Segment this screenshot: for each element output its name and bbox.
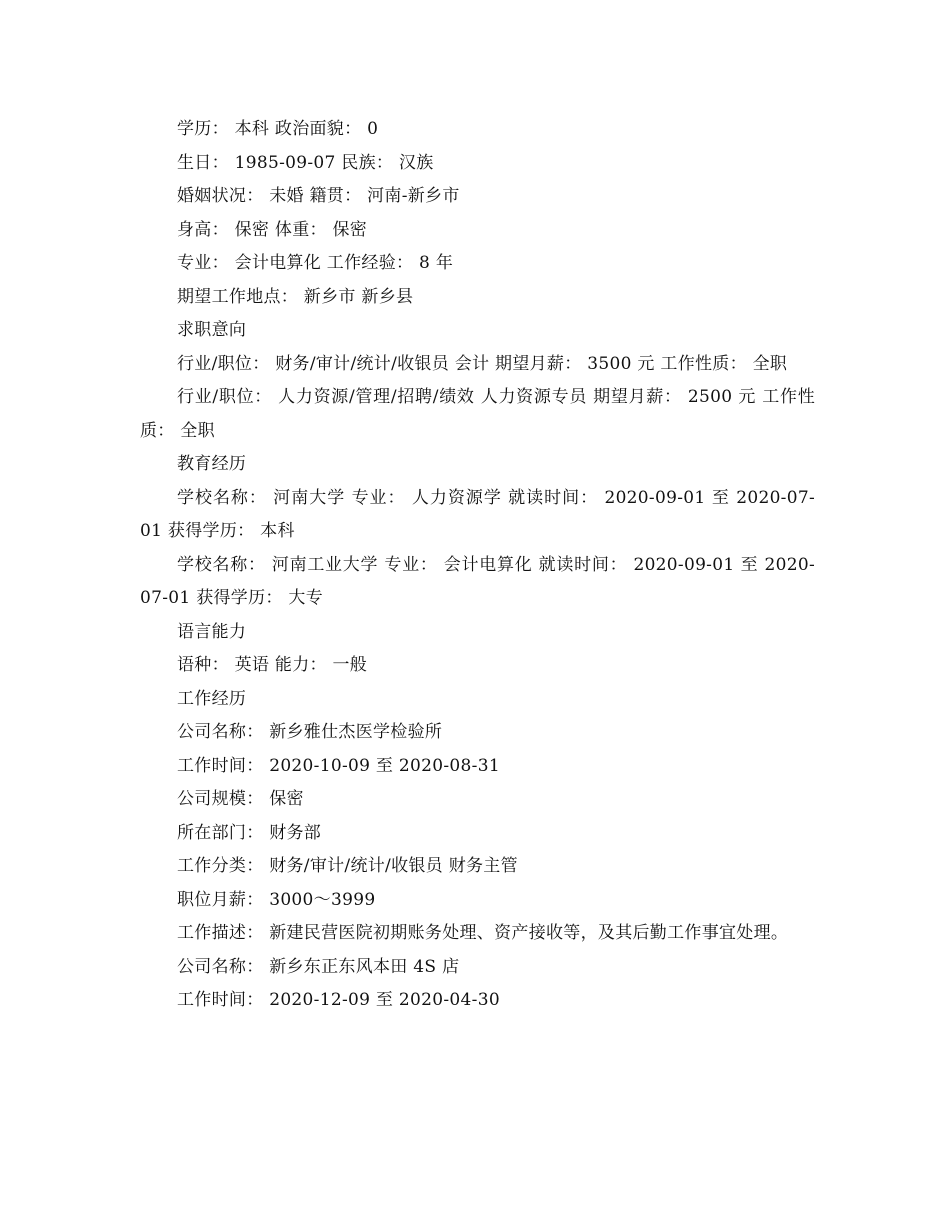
education-entry-1: 学校名称： 河南大学 专业： 人力资源学 就读时间： 2020-09-01 至 2020-07-01 获得学历： 本科 bbox=[140, 487, 815, 541]
company-name-line: 公司名称： 新乡雅仕杰医学检验所 bbox=[177, 722, 443, 742]
department-line: 所在部门： 财务部 bbox=[177, 822, 322, 843]
job-intent-line-2: 行业/职位： 人力资源/管理/招聘/绩效 人力资源专员 期望月薪： 2500 元 工作性质： 全职 bbox=[140, 387, 815, 441]
company-size-line: 公司规模： 保密 bbox=[177, 789, 304, 809]
job-description-line: 工作描述： 新建民营医院初期账务处理、资产接收等，及其后勤工作事宜处理。 bbox=[177, 923, 789, 943]
education-level-line: 学历： 本科 政治面貌： 0 bbox=[177, 119, 379, 139]
major-experience-line: 专业： 会计电算化 工作经验： 8 年 bbox=[177, 253, 454, 273]
monthly-salary-line: 职位月薪： 3000～3999 bbox=[177, 889, 376, 910]
job-intent-line-1: 行业/职位： 财务/审计/统计/收银员 会计 期望月薪： 3500 元 工作性质： 全职 bbox=[177, 353, 788, 374]
job-category-line: 工作分类： 财务/审计/统计/收银员 财务主管 bbox=[177, 856, 518, 876]
marital-status-line: 婚姻状况： 未婚 籍贯： 河南-新乡市 bbox=[177, 186, 460, 206]
birthday-line: 生日： 1985-09-07 民族： 汉族 bbox=[177, 152, 434, 173]
desired-location-line: 期望工作地点： 新乡市 新乡县 bbox=[177, 286, 414, 307]
section-heading-job-intent: 求职意向 bbox=[177, 320, 247, 340]
section-heading-education: 教育经历 bbox=[177, 454, 247, 474]
education-entry-2: 学校名称： 河南工业大学 专业： 会计电算化 就读时间： 2020-09-01 至 2020-07-01 获得学历： 大专 bbox=[140, 554, 815, 608]
resume-body bbox=[140, 113, 815, 1018]
company-name-line-2: 公司名称： 新乡东正东风本田 4S 店 bbox=[177, 956, 460, 977]
language-line: 语种： 英语 能力： 一般 bbox=[177, 655, 368, 675]
work-period-line: 工作时间： 2020-10-09 至 2020-08-31 bbox=[177, 755, 500, 776]
work-period-line-2: 工作时间： 2020-12-09 至 2020-04-30 bbox=[177, 990, 500, 1010]
section-heading-language: 语言能力 bbox=[177, 621, 247, 642]
section-heading-work-experience: 工作经历 bbox=[177, 688, 247, 709]
height-weight-line: 身高： 保密 体重： 保密 bbox=[177, 219, 368, 240]
